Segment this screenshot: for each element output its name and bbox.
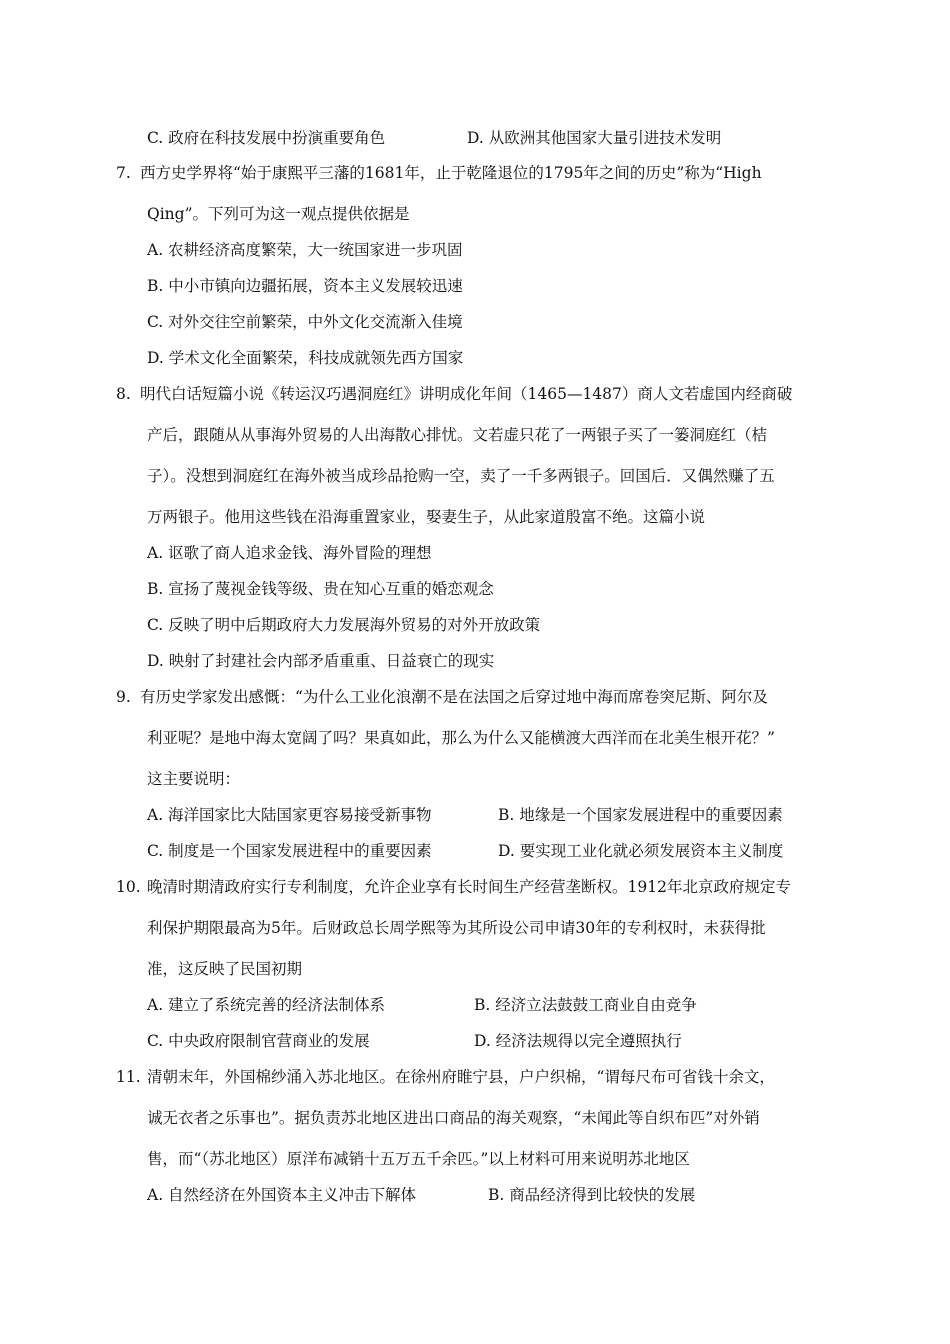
q10-number: 10.: [116, 878, 141, 896]
q7-option-d: D. 学术文化全面繁荣，科技成就领先西方国家: [147, 349, 464, 367]
q9-stem-line3: 这主要说明：: [147, 770, 241, 788]
q9-option-b: B. 地缘是一个国家发展进程中的重要因素: [498, 806, 783, 824]
q8-option-d: D. 映射了封建社会内部矛盾重重、日益衰亡的现实: [147, 652, 495, 670]
q10-option-b: B. 经济立法鼓鼓工商业自由竞争: [474, 996, 697, 1014]
q10-stem-line3: 准，这反映了民国初期: [147, 960, 303, 978]
q8-stem-line1: 明代白话短篇小说《转运汉巧遇洞庭红》讲明成化年间（1465—1487）商人文若虚国内经商破: [140, 385, 793, 403]
q9-number: 9.: [116, 688, 131, 706]
q8-option-a: A. 讴歌了商人追求金钱、海外冒险的理想: [147, 544, 432, 562]
q9-option-c: C. 制度是一个国家发展进程中的重要因素: [147, 842, 432, 860]
q11-option-a: A. 自然经济在外国资本主义冲击下解体: [147, 1186, 417, 1204]
q7-stem-line2: Qing”。下列可为这一观点提供依据是: [147, 205, 410, 223]
q7-option-a: A. 农耕经济高度繁荣，大一统国家进一步巩固: [147, 241, 463, 259]
q8-option-b: B. 宣扬了蔑视金钱等级、贵在知心互重的婚恋观念: [147, 580, 494, 598]
q10-option-c: C. 中央政府限制官营商业的发展: [147, 1032, 370, 1050]
q7-option-c: C. 对外交往空前繁荣，中外文化交流渐入佳境: [147, 313, 463, 331]
q9-option-a: A. 海洋国家比大陆国家更容易接受新事物: [147, 806, 432, 824]
q8-stem-line3: 子）。没想到洞庭红在海外被当成珍品抢购一空，卖了一千多两银子。回国后．又偶然赚了五: [147, 467, 775, 485]
q8-option-c: C. 反映了明中后期政府大力发展海外贸易的对外开放政策: [147, 616, 541, 634]
q11-stem-line1: 清朝末年，外国棉纱涌入苏北地区。在徐州府睢宁县，户户织棉，“谓每尺布可省钱十余文，: [147, 1068, 775, 1086]
q7-number: 7.: [116, 164, 131, 182]
q7-option-b: B. 中小市镇向边疆拓展，资本主义发展较迅速: [147, 277, 463, 295]
q7-stem-line1: 西方史学界将“始于康熙平三藩的1681年，止于乾隆退位的1795年之间的历史”称为“High: [140, 164, 762, 182]
q6-option-c: C. 政府在科技发展中扮演重要角色: [147, 129, 386, 147]
q8-number: 8.: [116, 385, 131, 403]
q6-option-d: D. 从欧洲其他国家大量引进技术发明: [467, 129, 722, 147]
q8-stem-line4: 万两银子。他用这些钱在沿海重置家业，娶妻生子，从此家道殷富不绝。这篇小说: [147, 508, 706, 526]
q10-stem-line1: 晚清时期清政府实行专利制度，允许企业享有长时间生产经营垄断权。1912年北京政府规定专: [147, 878, 791, 896]
q10-stem-line2: 利保护期限最高为5年。后财政总长周学熙等为其所设公司申请30年的专利权时，未获得批: [147, 919, 766, 937]
q11-number: 11.: [116, 1068, 141, 1086]
q9-stem-line2: 利亚呢？是地中海太宽阔了吗？果真如此，那么为什么又能横渡大西洋而在北美生根开花？”: [147, 729, 775, 747]
q8-stem-line2: 产后，跟随从从事海外贸易的人出海散心排忧。文若虚只花了一两银子买了一篓洞庭红（桔: [147, 426, 768, 444]
q11-stem-line3: 售，而“（苏北地区）原洋布减销十五万五千余匹。”以上材料可用来说明苏北地区: [147, 1150, 690, 1168]
q11-option-b: B. 商品经济得到比较快的发展: [488, 1186, 696, 1204]
q10-option-a: A. 建立了系统完善的经济法制体系: [147, 996, 386, 1014]
q10-option-d: D. 经济法规得以完全遵照执行: [474, 1032, 682, 1050]
q9-option-d: D. 要实现工业化就必须发展资本主义制度: [498, 842, 784, 860]
q9-stem-line1: 有历史学家发出感慨：“为什么工业化浪潮不是在法国之后穿过地中海而席卷突尼斯、阿尔及: [140, 688, 768, 706]
q11-stem-line2: 诚无衣者之乐事也”。据负责苏北地区进出口商品的海关观察，“未闻此等自织布匹”对外销: [147, 1109, 760, 1127]
